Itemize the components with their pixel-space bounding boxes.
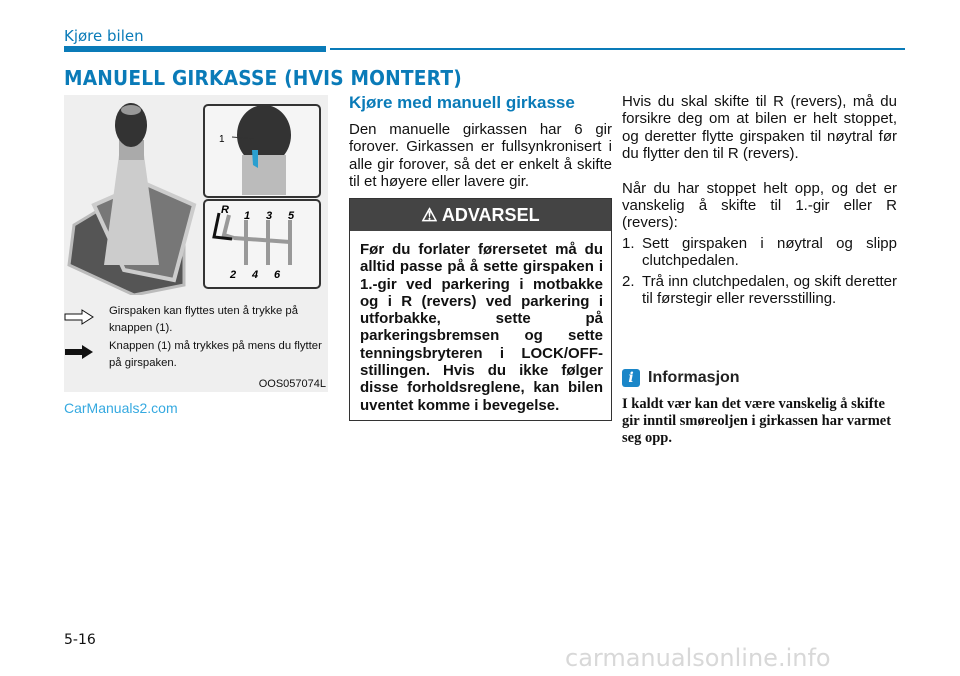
- warning-body: Før du forlater førersetet må du alltid passe på å sette girspaken i 1.-gir ved parkering i motbakke og i R (revers) ved parkering i utforbakke, sette på parkeringsbremsen og sette tenningsbryteren i LOCK/OFF-stillingen. Hvis du ikke følger disse forholdsreglene, kan bilen uventet komme i bevegelse.: [360, 241, 603, 414]
- paragraph: Hvis du skal skifte til R (revers), må du forsikre deg om at bilen er helt stoppet, og deretter flytte girspaken til nøytral før du flytter den til R (revers).: [622, 93, 897, 163]
- caption-2: Knappen (1) må trykkes på mens du flytter på girspaken.: [109, 340, 322, 369]
- list-text: Trå inn clutchpedalen, og skift deretter til førstegir eller reversstilling.: [642, 272, 897, 308]
- info-icon: i: [622, 369, 640, 387]
- gear-shift-illustration: [64, 95, 328, 295]
- gear-label: 5: [288, 210, 295, 222]
- info-title: Informasjon: [648, 369, 740, 386]
- watermark: carmanualsonline.info: [565, 644, 831, 672]
- list-text: Sett girspaken i nøytral og slipp clutchpedalen.: [642, 234, 897, 270]
- main-column: [349, 93, 612, 191]
- watermark[interactable]: CarManuals2.com: [64, 400, 178, 416]
- section-header: Kjøre bilen: [64, 27, 144, 45]
- body-text: Den manuelle girkassen har 6 gir forover. Girkassen er fullsynkronisert i alle gir forover, så det er enkelt å skifte til et høyere eller lavere gir.: [349, 121, 612, 191]
- warning-header: [350, 199, 611, 231]
- header-rule: [330, 48, 905, 50]
- section-heading: Kjøre med manuell girkasse: [349, 93, 575, 112]
- gear-label: 3: [266, 210, 273, 222]
- list-item: [622, 273, 897, 308]
- outline-arrow-icon: [64, 309, 94, 325]
- warning-box: [349, 198, 612, 421]
- list-number: 2.: [622, 272, 635, 290]
- page-title: MANUELL GIRKASSE (HVIS MONTERT): [64, 66, 462, 90]
- info-box: [622, 369, 897, 447]
- warning-triangle-icon: ⚠: [421, 205, 438, 225]
- paragraph: Når du har stoppet helt opp, og det er vanskelig å skifte til 1.-gir eller R (revers):: [622, 179, 897, 232]
- gear-label: 6: [274, 269, 281, 281]
- header-bar: [64, 46, 326, 52]
- caption-1: Girspaken kan flyttes uten å trykke på knappen (1).: [109, 305, 299, 334]
- solid-arrow-icon: [64, 344, 94, 360]
- gear-label: R: [221, 204, 229, 216]
- page-number: 5-16: [64, 632, 96, 648]
- warning-title: ADVARSEL: [441, 205, 540, 225]
- gear-shift-figure: [64, 95, 328, 392]
- callout-label: 1: [219, 134, 225, 145]
- right-column: [622, 93, 897, 307]
- list-number: 1.: [622, 234, 635, 252]
- figure-code: OOS057074L: [258, 378, 326, 390]
- gear-label: 2: [230, 269, 237, 281]
- info-body: I kaldt vær kan det være vanskelig å skifte gir inntil smøreoljen i girkassen har varmet seg opp.: [622, 396, 892, 446]
- gear-label: 4: [252, 269, 259, 281]
- gear-label: 1: [244, 210, 251, 222]
- list-item: [622, 235, 897, 270]
